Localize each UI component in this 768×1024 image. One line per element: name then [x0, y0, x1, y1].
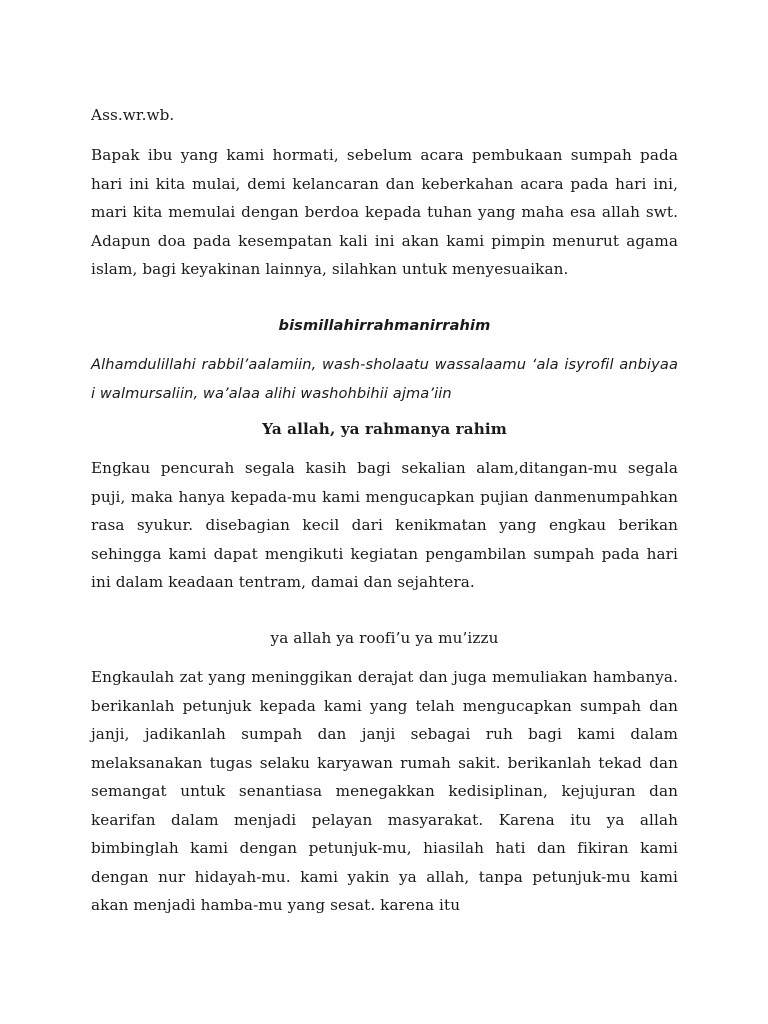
greeting-text: Ass.wr.wb.	[91, 106, 175, 124]
paragraph-engkaulah-zat: Engkaulah zat yang meninggikan derajat dan juga memuliakan hambanya. berikanlah petunjuk kepada kami yang telah mengucapkan sumpah dan janji, jadikanlah sumpah dan janji sebagai ruh bagi kami dalam melaksanakan tugas selaku karyawan rumah sakit. berikanlah tekad dan semangat untuk senantiasa menegakkan kedisiplinan, kejujuran dan kearifan dalam menjadi pelayan masyarakat. Karena itu ya allah bimbinglah kami dengan petunjuk-mu, hiasilah hati dan fikiran kami dengan nur hidayah-mu. kami yakin ya allah, tanpa petunjuk-mu kami akan menjadi hamba-mu yang sesat. karena itu	[91, 668, 678, 914]
opening-praise-paragraph: Alhamdulillahi rabbil’aalamiin, wash-sholaatu wassalaamu ‘ala isyrofil anbiyaa i walmursaliin, wa’alaa alihi washohbihii ajma’iin	[91, 356, 678, 402]
heading-ya-allah-rahman: Ya allah, ya rahmanya rahim	[262, 420, 507, 438]
heading-ya-allah-roofiu: ya allah ya roofi’u ya mu’izzu	[270, 629, 499, 647]
intro-paragraph: Bapak ibu yang kami hormati, sebelum acara pembukaan sumpah pada hari ini kita mulai, demi kelancaran dan keberkahan acara pada hari ini, mari kita memulai dengan berdoa kepada tuhan yang maha esa allah swt. Adapun doa pada kesempatan kali ini akan kami pimpin menurut agama islam, bagi keyakinan lainnya, silahkan untuk menyesuaikan.	[91, 146, 678, 278]
paragraph-engkau-pencurah: Engkau pencurah segala kasih bagi sekalian alam,ditangan-mu segala puji, maka hanya kepada-mu kami mengucapkan pujian danmenumpahkan rasa syukur. disebagian kecil dari kenikmatan yang engkau berikan sehingga kami dapat mengikuti kegiatan pengambilan sumpah pada hari ini dalam keadaan tentram, damai dan sejahtera.	[91, 459, 678, 591]
basmalah-heading: bismillahirrahmanirrahim	[278, 317, 491, 334]
